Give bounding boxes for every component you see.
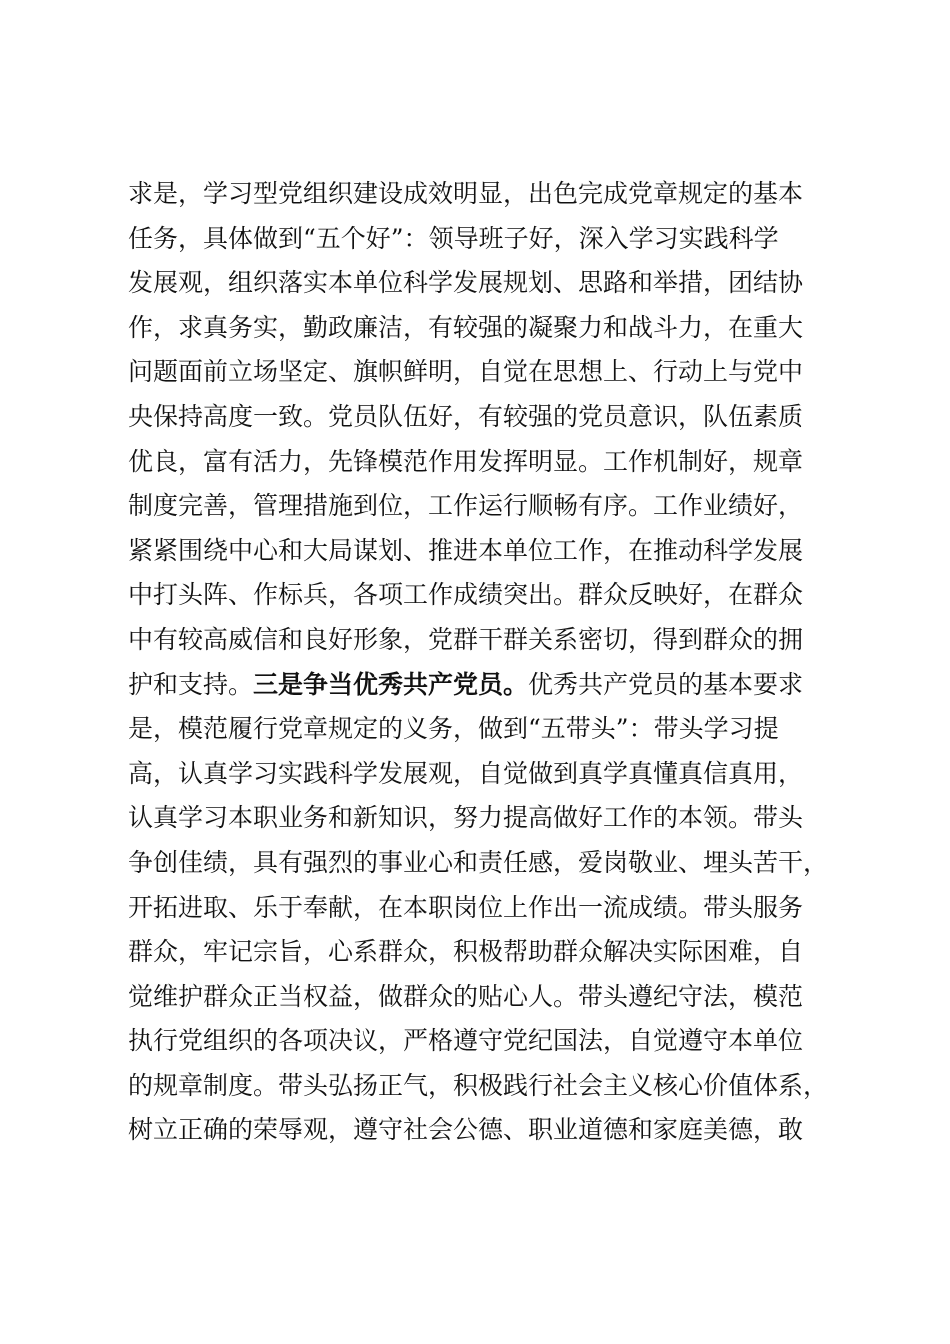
text-line: 认真学习本职业务和新知识，努力提高做好工作的本领。带头 bbox=[128, 803, 804, 833]
text-line: 紧紧围绕中心和大局谋划、推进本单位工作，在推动科学发展 bbox=[128, 535, 804, 565]
text-line: 群众，牢记宗旨，心系群众，积极帮助群众解决实际困难，自 bbox=[128, 937, 804, 967]
text-line: 开拓进取、乐于奉献，在本职岗位上作出一流成绩。带头服务 bbox=[128, 892, 804, 922]
text-segment: 优秀共产党员的基本要求 bbox=[528, 669, 804, 699]
section-heading-3: 三是争当优秀共产党员。 bbox=[253, 669, 529, 699]
text-line: 发展观，组织落实本单位科学发展规划、思路和举措，团结协 bbox=[128, 268, 804, 298]
text-line: 高，认真学习实践科学发展观，自觉做到真学真懂真信真用， bbox=[128, 758, 804, 788]
text-line: 央保持高度一致。党员队伍好，有较强的党员意识，队伍素质 bbox=[128, 401, 804, 431]
text-line: 作，求真务实，勤政廉洁，有较强的凝聚力和战斗力，在重大 bbox=[128, 312, 804, 342]
text-line: 中打头阵、作标兵，各项工作成绩突出。群众反映好，在群众 bbox=[128, 580, 804, 610]
text-line: 优良，富有活力，先锋模范作用发挥明显。工作机制好，规章 bbox=[128, 446, 804, 476]
text-line: 树立正确的荣辱观，遵守社会公德、职业道德和家庭美德，敢 bbox=[128, 1115, 804, 1145]
text-line: 觉维护群众正当权益，做群众的贴心人。带头遵纪守法，模范 bbox=[128, 981, 804, 1011]
text-line: 问题面前立场坚定、旗帜鲜明，自觉在思想上、行动上与党中 bbox=[128, 357, 804, 387]
text-segment: 护和支持。 bbox=[128, 669, 254, 699]
text-line-with-heading bbox=[128, 663, 848, 708]
text-line: 任务，具体做到“五个好”：领导班子好，深入学习实践科学 bbox=[128, 223, 779, 253]
text-line: 中有较高威信和良好形象，党群干群关系密切，得到群众的拥 bbox=[128, 624, 804, 654]
body-text bbox=[128, 172, 848, 1153]
text-line: 求是，学习型党组织建设成效明显，出色完成党章规定的基本 bbox=[128, 179, 804, 208]
text-line: 制度完善，管理措施到位，工作运行顺畅有序。工作业绩好， bbox=[128, 491, 804, 521]
text-line: 争创佳绩，具有强烈的事业心和责任感，爱岗敬业、埋头苦干， bbox=[128, 847, 829, 877]
text-line: 的规章制度。带头弘扬正气，积极践行社会主义核心价值体系， bbox=[128, 1070, 829, 1100]
text-line: 是，模范履行党章规定的义务，做到“五带头”：带头学习提 bbox=[128, 714, 779, 744]
text-line: 执行党组织的各项决议，严格遵守党纪国法，自觉遵守本单位 bbox=[128, 1026, 804, 1056]
